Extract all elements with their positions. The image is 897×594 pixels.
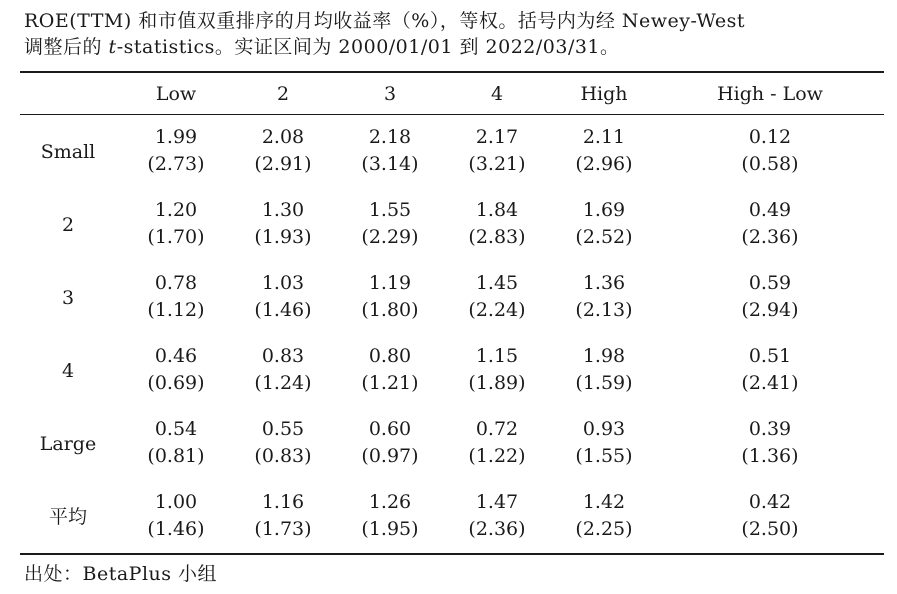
column-header-high-minus-low: High - Low	[717, 83, 823, 105]
cell-return: 1.42	[582, 491, 626, 513]
cell-t-statistic: (2.41)	[741, 372, 799, 394]
source-note: 出处：BetaPlus 小组	[24, 563, 218, 585]
cell-return: 1.36	[582, 272, 626, 294]
table-cell	[121, 343, 231, 397]
cell-return: 1.16	[261, 491, 305, 513]
cell-return: 0.55	[261, 418, 305, 440]
cell-t-statistic: (2.36)	[741, 226, 799, 248]
table-cell	[121, 270, 231, 324]
row-label: Small	[40, 141, 96, 163]
cell-return: 0.12	[748, 126, 792, 148]
cell-t-statistic: (0.83)	[254, 445, 312, 467]
cell-return: 2.11	[582, 126, 626, 148]
cell-t-statistic: (2.24)	[468, 299, 526, 321]
cell-t-statistic: (2.83)	[468, 226, 526, 248]
cell-t-statistic: (1.12)	[147, 299, 205, 321]
cell-t-statistic: (3.14)	[361, 153, 419, 175]
cell-t-statistic: (2.96)	[575, 153, 633, 175]
cell-return: 1.69	[582, 199, 626, 221]
cell-t-statistic: (0.58)	[741, 153, 799, 175]
column-header-low: Low	[155, 83, 197, 105]
table-cell	[549, 197, 659, 251]
cell-return: 0.42	[748, 491, 792, 513]
cell-return: 0.59	[748, 272, 792, 294]
cell-t-statistic: (1.70)	[147, 226, 205, 248]
table-cell	[121, 197, 231, 251]
cell-return: 1.03	[261, 272, 305, 294]
cell-return: 2.17	[475, 126, 519, 148]
table-cell	[335, 270, 445, 324]
cell-return: 0.72	[475, 418, 519, 440]
table-bottom-rule	[20, 553, 884, 555]
cell-t-statistic: (1.80)	[361, 299, 419, 321]
row-label: 3	[61, 287, 75, 309]
table-cell	[228, 124, 338, 178]
cell-return: 0.39	[748, 418, 792, 440]
table-cell	[715, 343, 825, 397]
cell-t-statistic: (1.95)	[361, 518, 419, 540]
table-cell	[549, 124, 659, 178]
cell-t-statistic: (0.81)	[147, 445, 205, 467]
row-label: 平均	[48, 506, 88, 528]
column-header-4: 4	[490, 83, 504, 105]
cell-t-statistic: (1.93)	[254, 226, 312, 248]
cell-return: 0.83	[261, 345, 305, 367]
table-cell	[549, 270, 659, 324]
cell-return: 1.99	[154, 126, 198, 148]
cell-t-statistic: (1.55)	[575, 445, 633, 467]
table-cell	[121, 124, 231, 178]
cell-t-statistic: (0.97)	[361, 445, 419, 467]
cell-return: 0.93	[582, 418, 626, 440]
table-cell	[228, 197, 338, 251]
cell-t-statistic: (2.25)	[575, 518, 633, 540]
table-cell	[335, 124, 445, 178]
table-cell	[335, 197, 445, 251]
cell-return: 1.15	[475, 345, 519, 367]
cell-t-statistic: (1.22)	[468, 445, 526, 467]
cell-t-statistic: (1.21)	[361, 372, 419, 394]
cell-t-statistic: (0.69)	[147, 372, 205, 394]
cell-return: 1.30	[261, 199, 305, 221]
table-cell	[442, 489, 552, 543]
row-label: 2	[61, 214, 75, 236]
cell-t-statistic: (2.50)	[741, 518, 799, 540]
table-cell	[121, 416, 231, 470]
cell-return: 1.47	[475, 491, 519, 513]
table-cell	[228, 416, 338, 470]
caption-line-2	[24, 34, 884, 60]
cell-return: 1.55	[368, 199, 412, 221]
cell-t-statistic: (1.46)	[254, 299, 312, 321]
cell-return: 0.60	[368, 418, 412, 440]
table-cell	[715, 270, 825, 324]
table-cell	[715, 124, 825, 178]
caption-line-2-suffix: -statistics。实证区间为 2000/01/01 到 2022/03/31。	[116, 36, 620, 58]
cell-t-statistic: (2.36)	[468, 518, 526, 540]
cell-return: 0.51	[748, 345, 792, 367]
cell-return: 0.80	[368, 345, 412, 367]
cell-t-statistic: (2.73)	[147, 153, 205, 175]
cell-return: 0.54	[154, 418, 198, 440]
table-cell	[715, 416, 825, 470]
cell-t-statistic: (2.13)	[575, 299, 633, 321]
table-cell	[335, 416, 445, 470]
table-cell	[442, 197, 552, 251]
caption-t-italic: t	[108, 36, 117, 58]
table-caption	[24, 8, 884, 60]
cell-return: 0.46	[154, 345, 198, 367]
table-cell	[442, 343, 552, 397]
cell-return: 1.84	[475, 199, 519, 221]
column-header-high: High	[580, 83, 628, 105]
table-cell	[715, 197, 825, 251]
row-label: 4	[61, 360, 75, 382]
table-cell	[549, 343, 659, 397]
table-cell	[121, 489, 231, 543]
cell-return: 1.19	[368, 272, 412, 294]
cell-t-statistic: (1.36)	[741, 445, 799, 467]
table-cell	[335, 489, 445, 543]
header-separator-rule	[20, 114, 884, 115]
cell-t-statistic: (1.24)	[254, 372, 312, 394]
row-label: Large	[39, 433, 97, 455]
cell-return: 2.08	[261, 126, 305, 148]
table-cell	[549, 416, 659, 470]
cell-return: 0.49	[748, 199, 792, 221]
cell-t-statistic: (1.59)	[575, 372, 633, 394]
table-top-rule	[20, 71, 884, 73]
table-cell	[442, 124, 552, 178]
cell-t-statistic: (2.91)	[254, 153, 312, 175]
cell-t-statistic: (2.29)	[361, 226, 419, 248]
table-cell	[228, 270, 338, 324]
cell-return: 2.18	[368, 126, 412, 148]
caption-line-2-prefix: 调整后的	[24, 36, 109, 58]
table-cell	[335, 343, 445, 397]
cell-return: 1.20	[154, 199, 198, 221]
table-cell	[442, 416, 552, 470]
cell-t-statistic: (1.89)	[468, 372, 526, 394]
cell-t-statistic: (3.21)	[468, 153, 526, 175]
table-cell	[228, 489, 338, 543]
cell-return: 1.00	[154, 491, 198, 513]
cell-return: 0.78	[154, 272, 198, 294]
table-cell	[442, 270, 552, 324]
column-header-3: 3	[383, 83, 397, 105]
caption-line-1: ROE(TTM) 和市值双重排序的月均收益率（%），等权。括号内为经 Newey-West	[24, 10, 745, 32]
cell-return: 1.98	[582, 345, 626, 367]
cell-t-statistic: (1.46)	[147, 518, 205, 540]
table-cell	[715, 489, 825, 543]
table-cell	[228, 343, 338, 397]
cell-t-statistic: (1.73)	[254, 518, 312, 540]
cell-t-statistic: (2.94)	[741, 299, 799, 321]
cell-t-statistic: (2.52)	[575, 226, 633, 248]
table-cell	[549, 489, 659, 543]
cell-return: 1.26	[368, 491, 412, 513]
cell-return: 1.45	[475, 272, 519, 294]
column-header-2: 2	[276, 83, 290, 105]
